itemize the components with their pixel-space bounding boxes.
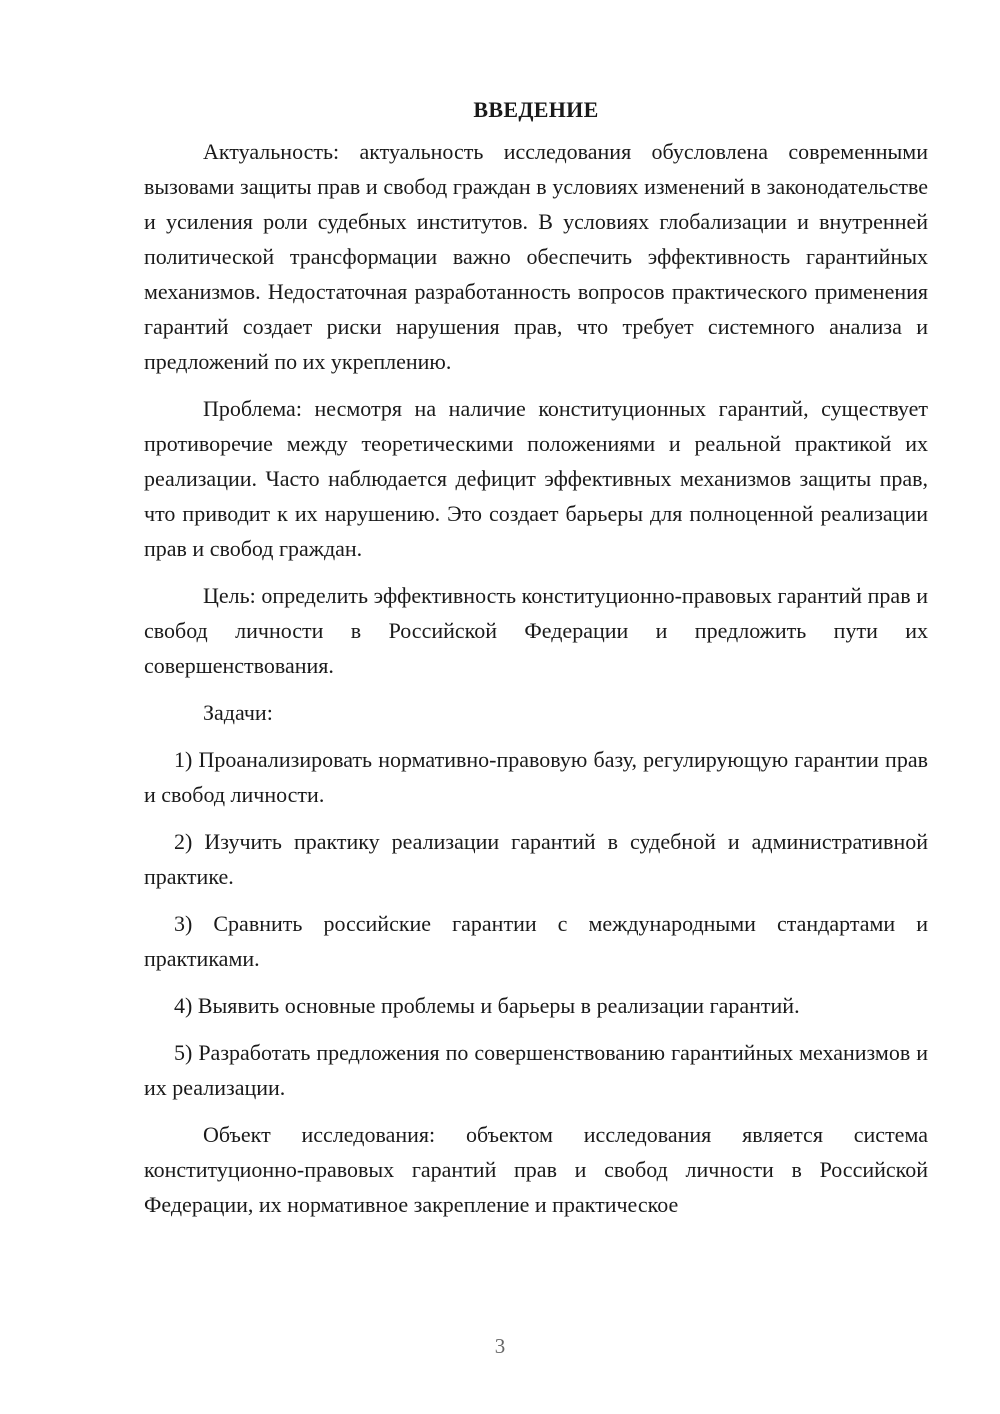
task-item-5: 5) Разработать предложения по совершенствованию гарантийных механизмов и их реализации. (144, 1040, 928, 1100)
paragraph-tasks-heading: Задачи: (203, 700, 273, 725)
paragraph-relevance: Актуальность: актуальность исследования обусловлена современными вызовами защиты прав и свобод граждан в условиях изменений в законодательстве и усиления роли судебных институтов. В условиях глобализации и внутренней политической трансформации важно обеспечить эффективность гарантийных механизмов. Недостаточная разработанность вопросов практического применения гарантий создает риски нарушения прав, что требует системного анализа и предложений по их укреплению. (144, 139, 928, 374)
paragraph-problem: Проблема: несмотря на наличие конституционных гарантий, существует противоречие между теоретическими положениями и реальной практикой их реализации. Часто наблюдается дефицит эффективных механизмов защиты прав, что приводит к их нарушению. Это создает барьеры для полноценной реализации прав и свобод граждан. (144, 396, 928, 561)
task-item-4: 4) Выявить основные проблемы и барьеры в реализации гарантий. (174, 993, 800, 1018)
paragraph-goal: Цель: определить эффективность конституционно-правовых гарантий прав и свобод личности в Российской Федерации и предложить пути их совершенствования. (144, 583, 928, 678)
page-number: 3 (494, 1334, 506, 1358)
section-title: ВВЕДЕНИЕ (473, 97, 599, 122)
task-item-1: 1) Проанализировать нормативно-правовую базу, регулирующую гарантии прав и свобод личности. (144, 747, 928, 807)
task-item-2: 2) Изучить практику реализации гарантий в судебной и административной практике. (144, 829, 928, 889)
document-page (144, 92, 928, 1222)
paragraph-object: Объект исследования: объектом исследования является система конституционно-правовых гарантий прав и свобод личности в Российской Федерации, их нормативное закрепление и практическое (144, 1122, 928, 1217)
task-item-3: 3) Сравнить российские гарантии с международными стандартами и практиками. (144, 911, 928, 971)
